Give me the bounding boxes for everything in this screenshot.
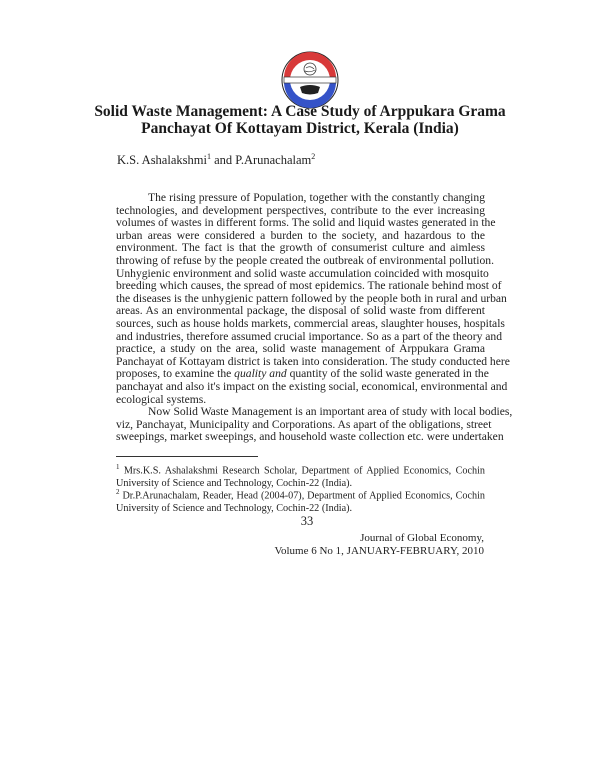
footnote-ref-1: 1	[206, 152, 211, 161]
paper-title-line-2: Panchayat Of Kottayam District, Kerala (India)	[141, 120, 459, 137]
body-line: areas. As an environmental package, the disposal of solid waste from different	[116, 304, 485, 318]
body-line: sources, such as house holds markets, commercial areas, slaughter houses, hospitals	[116, 316, 505, 330]
body-line: throwing of refuse by the people created the outbreak of environmental pollution.	[116, 253, 494, 267]
body-line: urban areas were considered a burden to the society, and hazardous to the	[116, 228, 485, 242]
body-text	[116, 191, 513, 444]
and-text: and	[210, 153, 236, 168]
journal-name: Journal of Global Economy,	[360, 532, 484, 544]
body-line: The rising pressure of Population, together with the constantly changing	[148, 191, 485, 204]
footnote-rule	[116, 456, 258, 457]
body-line: sweepings, market sweepings, and household waste collection etc. were undertaken	[116, 430, 504, 444]
body-line: ecological systems.	[116, 392, 207, 406]
italic-text: quality and	[234, 367, 287, 381]
body-line: Unhygienic environment and solid waste accumulation coincided with mosquito	[116, 266, 489, 280]
body-line: viz, Panchayat, Municipality and Corporations. As apart of the obligations, street	[116, 417, 492, 431]
body-line: proposes, to examine the quality and quantity of the solid waste generated in the	[116, 367, 489, 381]
body-line: breeding which causes, the spread of most epidemics. The rationale behind most of	[116, 279, 502, 293]
footnote-ref-2: 2	[311, 152, 316, 161]
footnote-2: $^2$ Dr.P.Arunachalam, Reader, Head (2004-07), Department of Applied Economics, Cochin University of Science and Technology, Cochin-22 (India).	[116, 488, 485, 514]
journal-issue: Volume 6 No 1, JANUARY-FEBRUARY, 2010	[274, 545, 484, 557]
body-line: the diseases is the unhygienic pattern followed by the people both in rural and urban	[116, 291, 507, 305]
paper-title-line-1: Solid Waste Management: A Case Study of Arppukara Grama	[94, 103, 506, 120]
body-line: technologies, and development perspectives, contribute to the ever increasing	[116, 203, 485, 217]
body-line: and industries, therefore assumed crucial importance. So as a part of the theory and	[116, 329, 503, 343]
footnote-1: $^1$ Mrs.K.S. Ashalakshmi Research Scholar, Department of Applied Economics, Cochin University of Science and Technology, Cochin-22 (India).	[116, 463, 485, 489]
body-line: environment. The fact is that the growth of consumerist culture and aimless	[116, 241, 485, 255]
body-line: practice, a study on the area, solid waste management of Arppukara Grama	[116, 342, 485, 356]
body-line: Now Solid Waste Management is an important area of study with local bodies,	[148, 405, 513, 419]
journal-logo	[281, 51, 339, 109]
body-line: Panchayat of Kottayam district is taken into consideration. The study conducted here	[116, 354, 510, 368]
author-1: K.S. Ashalakshmi	[117, 153, 207, 168]
body-line: panchayat and also it's impact on the existing social, economical, environmental and	[116, 379, 508, 393]
authors	[117, 152, 315, 168]
body-line: volumes of wastes in different forms. The solid and liquid wastes generated in the	[116, 216, 496, 230]
author-2: P.Arunachalam	[235, 153, 312, 168]
page-number: 33	[300, 514, 314, 528]
